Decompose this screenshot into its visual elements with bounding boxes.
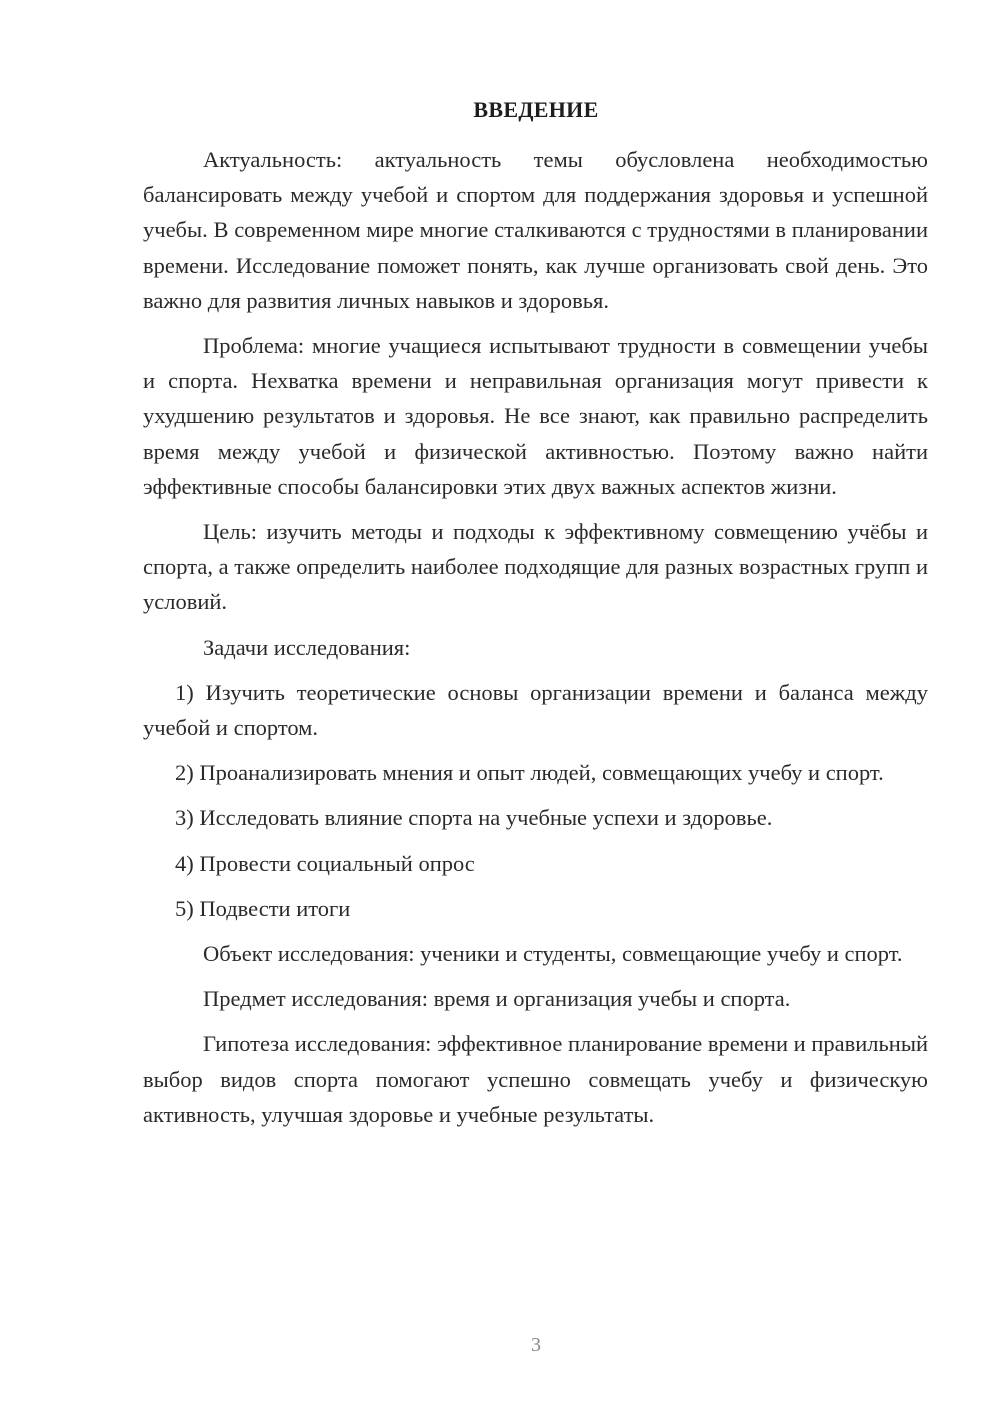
body-text (143, 142, 928, 1142)
task-item-5: 5) Подвести итоги (175, 895, 351, 921)
paragraph-subject: Предмет исследования: время и организация учебы и спорта. (203, 986, 791, 1012)
paragraph-problem: Проблема: многие учащиеся испытывают трудности в совмещении учебы и спорта. Нехватка времени и неправильная организация могут привести к ухудшению результатов и здоровья. Не все знают, как правильно распределить время между учебой и физической активностью. Поэтому важно найти эффективные способы балансировки этих двух важных аспектов жизни. (143, 333, 928, 499)
section-title: ВВЕДЕНИЕ (473, 97, 599, 122)
paragraph-relevance: Актуальность: актуальность темы обусловлена необходимостью балансировать между учебой и спортом для поддержания здоровья и успешной учебы. В современном мире многие сталкиваются с трудностями в планировании времени. Исследование поможет понять, как лучше организовать свой день. Это важно для развития личных навыков и здоровья. (143, 147, 928, 313)
paragraph-object: Объект исследования: ученики и студенты, совмещающие учебу и спорт. (203, 941, 903, 967)
task-item-3: 3) Исследовать влияние спорта на учебные успехи и здоровье. (175, 805, 773, 831)
task-item-2: 2) Проанализировать мнения и опыт людей, совмещающих учебу и спорт. (175, 760, 884, 786)
paragraph-goal: Цель: изучить методы и подходы к эффективному совмещению учёбы и спорта, а также определить наиболее подходящие для разных возрастных групп и условий. (143, 519, 928, 615)
paragraph-hypothesis: Гипотеза исследования: эффективное планирование времени и правильный выбор видов спорта помогают успешно совмещать учебу и физическую активность, улучшая здоровье и учебные результаты. (143, 1031, 928, 1127)
paragraph-tasks-heading: Задачи исследования: (203, 634, 411, 660)
task-item-4: 4) Провести социальный опрос (175, 850, 475, 876)
page-number: 3 (531, 1334, 541, 1356)
task-item-1: 1) Изучить теоретические основы организации времени и баланса между учебой и спортом. (143, 679, 928, 741)
